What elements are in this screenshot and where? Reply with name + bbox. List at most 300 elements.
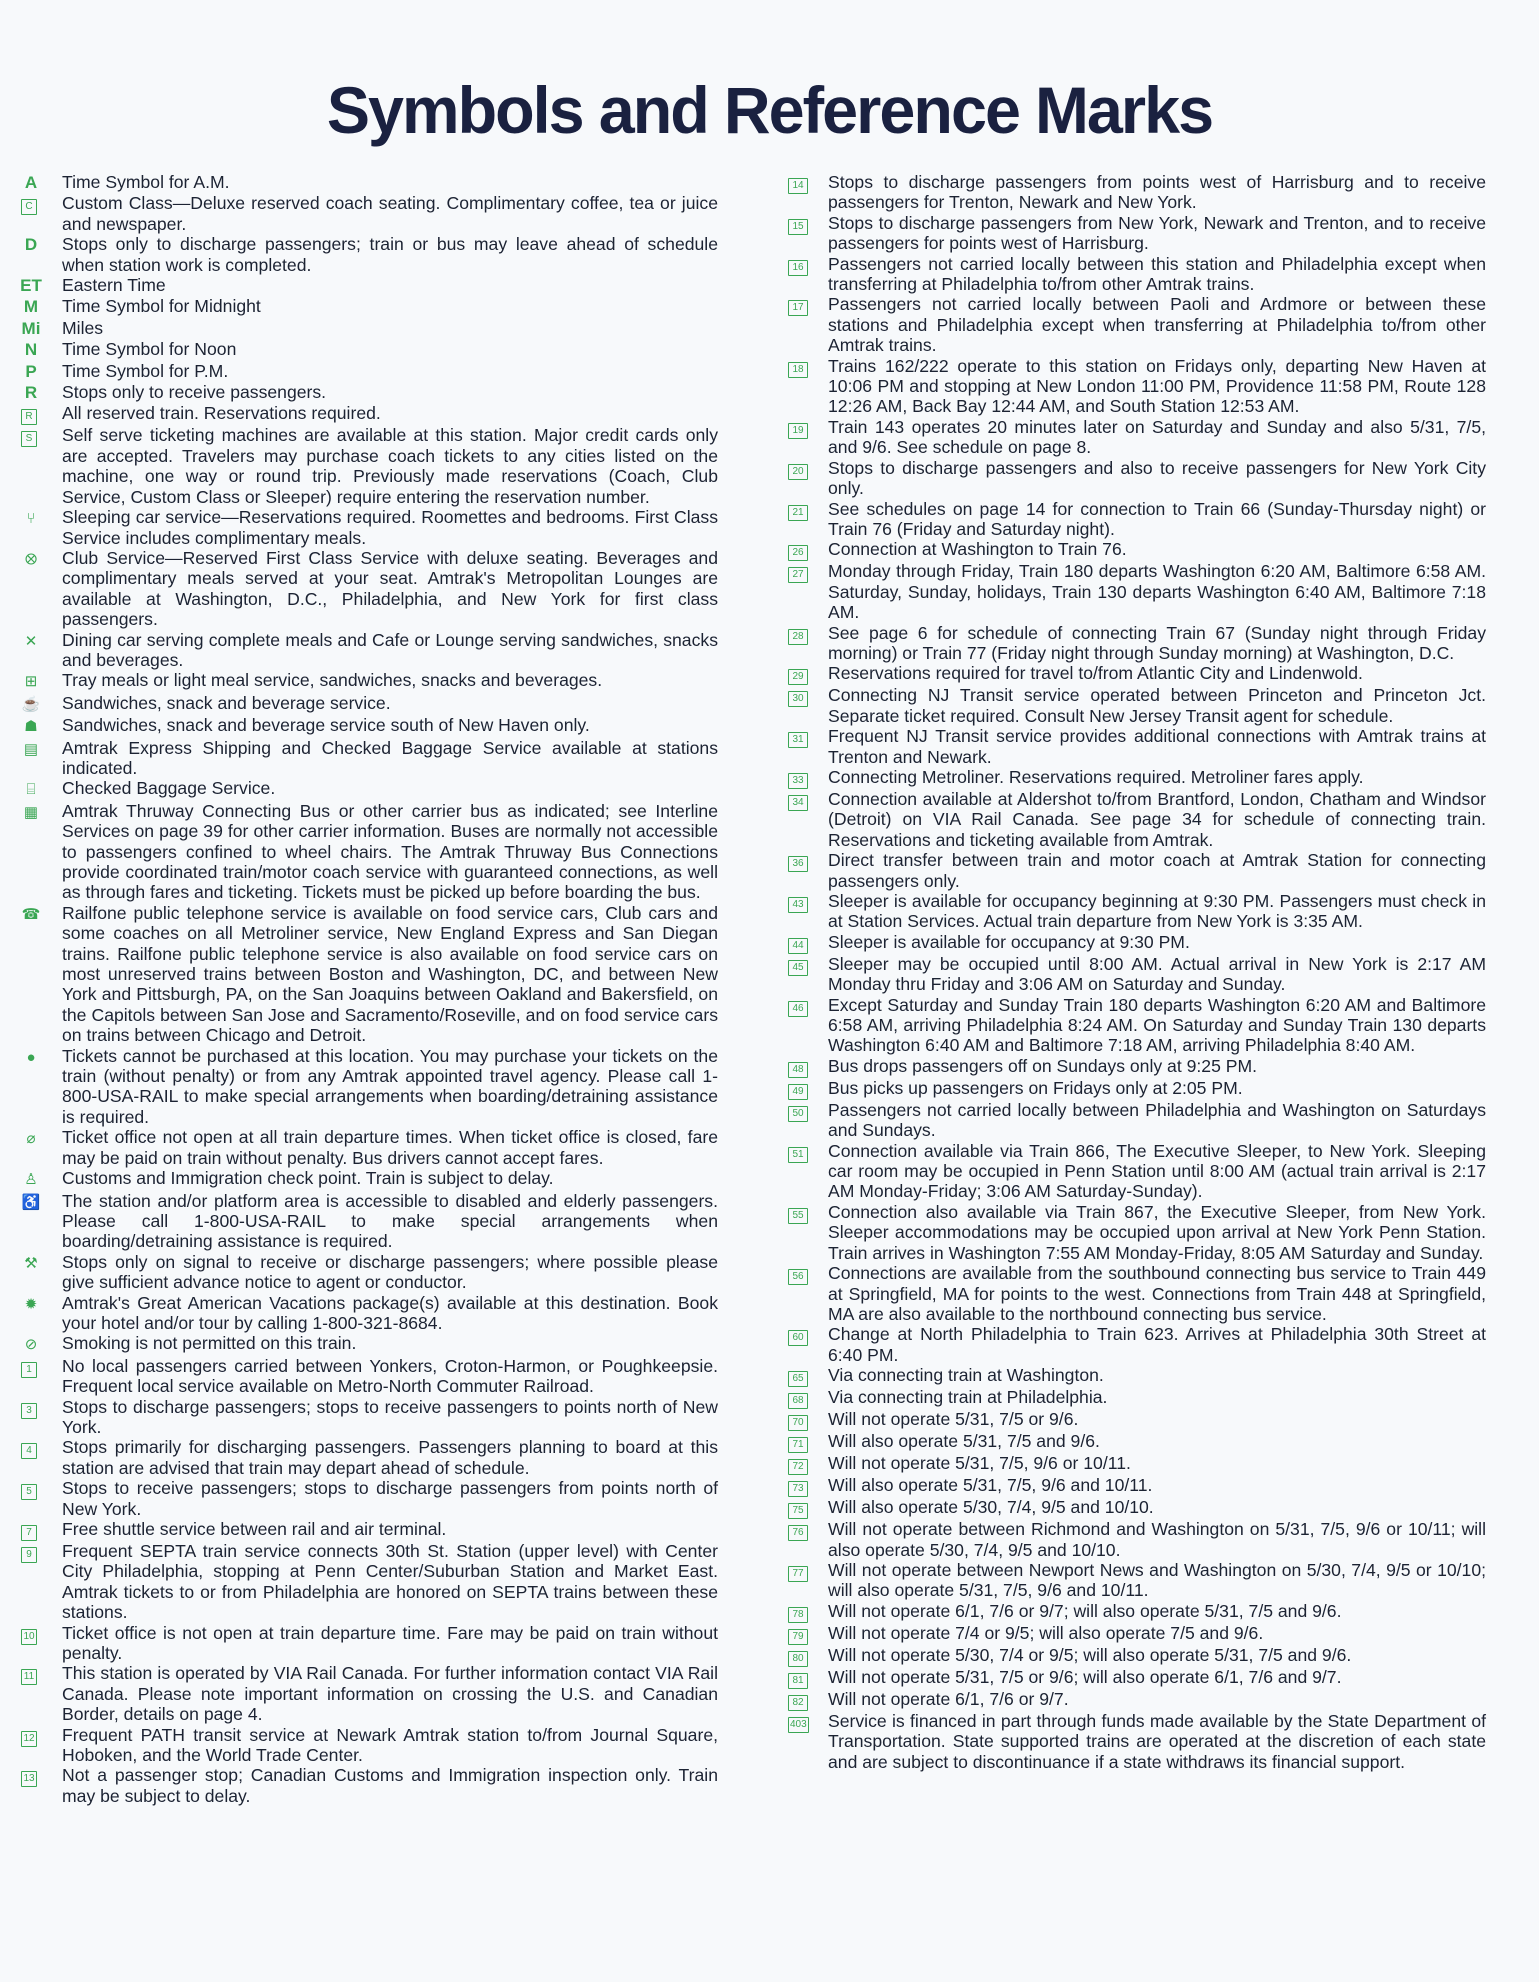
reference-symbol <box>780 1431 828 1453</box>
reference-symbol <box>18 715 62 737</box>
reference-entry <box>18 801 718 903</box>
reference-symbol <box>780 294 828 316</box>
reference-symbol <box>780 1689 828 1711</box>
reference-symbol <box>18 903 62 925</box>
reference-symbol <box>18 738 62 760</box>
reference-entry <box>780 663 1486 685</box>
reference-text: Connections are available from the southbound connecting bus service to Train 449 at Springfield, MA for points to the west. Connections from Train 448 at Springfield, MA are also available to the northbound connecting bus service. <box>828 1263 1486 1324</box>
reference-text: Stops only on signal to receive or discharge passengers; where possible please give sufficient advance notice to agent or conductor. <box>62 1251 718 1293</box>
reference-text: Amtrak Express Shipping and Checked Baggage Service available at stations indicated. <box>62 737 718 778</box>
reference-text: Will not operate between Newport News and Washington on 5/30, 7/4, 9/5 or 10/10; will also operate 5/31, 7/5, 9/6 and 10/11. <box>828 1559 1486 1601</box>
railfone-icon: ☎ <box>21 905 41 923</box>
reference-entry <box>18 339 718 360</box>
reference-symbol <box>780 954 828 976</box>
reference-text: Service is financed in part through funds made available by the State Department of Transportation. State supported trains are operated at the discretion of each state and are subject to discontinuance if a state withdraws its financial support. <box>828 1710 1486 1772</box>
reference-entry <box>780 726 1486 767</box>
symbol-letter: A <box>24 173 38 192</box>
symbol-box: 44 <box>788 938 808 954</box>
reference-text: Not a passenger stop; Canadian Customs and Immigration inspection only. Train may be subject to delay. <box>62 1765 718 1806</box>
reference-entry <box>780 954 1486 995</box>
reference-text: Connection available at Aldershot to/from Brantford, London, Chatham and Windsor (Detroit) on VIA Rail Canada. See page 34 for schedule of connecting train. Reservations and ticketing available from Amtrak. <box>828 788 1486 850</box>
reference-text: Passengers not carried locally between this station and Philadelphia except when transferring at Philadelphia to/from other Amtrak trains. <box>828 253 1486 295</box>
reference-text: Frequent PATH transit service at Newark Amtrak station to/from Journal Square, Hoboken, and the World Trade Center. <box>62 1724 718 1766</box>
club-service-icon: ⭙ <box>25 550 37 568</box>
symbol-box: 73 <box>788 1481 808 1497</box>
reference-entry <box>780 1100 1486 1141</box>
reference-symbol <box>18 382 62 403</box>
reference-entry <box>780 1623 1486 1645</box>
symbol-box: 50 <box>788 1106 808 1122</box>
symbol-box: 81 <box>788 1673 808 1689</box>
reference-text: Custom Class—Deluxe reserved coach seating. Complimentary coffee, tea or juice and newspaper. <box>62 193 718 234</box>
reference-text: Amtrak Thruway Connecting Bus or other carrier bus as indicated; see Interline Services on page 39 for other carrier information. Buses are normally not accessible to passengers confined to wheel chairs. The Amtrak Thruway Bus Connections provide coordinated train/motor coach service with guaranteed connections, as well as through fares and ticketing. Tickets must be picked up before boarding the bus. <box>62 800 718 903</box>
symbol-box: 14 <box>788 178 808 194</box>
reference-symbol <box>18 1663 62 1685</box>
reference-symbol <box>18 234 62 255</box>
reference-symbol <box>18 778 62 800</box>
symbol-letter: N <box>24 340 38 360</box>
reference-entry <box>780 499 1486 540</box>
left-column <box>18 172 718 1806</box>
reference-symbol <box>18 548 62 570</box>
reference-symbol <box>780 1711 828 1733</box>
symbol-box: 20 <box>788 464 808 480</box>
reference-entry <box>780 995 1486 1056</box>
reference-entry <box>780 294 1486 355</box>
symbol-box: 45 <box>788 960 808 976</box>
reference-text: Connection available via Train 866, The Executive Sleeper, to New York. Sleeping car room may be occupied in Penn Station until 8:00 AM (actual train arrival is 2:17 AM Monday-Friday; 3:06 AM Saturday-Sunday). <box>828 1140 1486 1202</box>
reference-symbol <box>18 361 62 382</box>
reference-text: Miles <box>62 317 104 338</box>
symbol-box: 56 <box>788 1269 808 1285</box>
reference-text: Stops to discharge passengers from points west of Harrisburg and to receive passengers for Trenton, Newark and New York. <box>828 172 1486 213</box>
reference-symbol <box>18 801 62 823</box>
reference-entry <box>18 1663 718 1724</box>
reference-text: Will not operate 6/1, 7/6 or 9/7. <box>828 1688 1069 1709</box>
symbol-box: 4 <box>21 1443 37 1459</box>
reference-entry <box>780 458 1486 499</box>
reference-symbol <box>18 1191 62 1213</box>
reference-text: Frequent NJ Transit service provides additional connections with Amtrak trains at Trenton and Newark. <box>828 726 1486 767</box>
reference-text: Direct transfer between train and motor coach at Amtrak Station for connecting passengers only. <box>828 850 1486 891</box>
reference-entry <box>780 891 1486 932</box>
reference-symbol <box>780 1365 828 1387</box>
reference-text: Dining car serving complete meals and Cafe or Lounge serving sandwiches, snacks and beverages. <box>62 629 718 670</box>
reference-entry <box>780 561 1486 622</box>
symbol-box: 55 <box>788 1208 808 1224</box>
symbol-box: 72 <box>788 1459 808 1475</box>
reference-text: Will also operate 5/31, 7/5, 9/6 and 10/11. <box>828 1475 1153 1496</box>
reference-entry <box>18 1437 718 1478</box>
reference-text: Stops to discharge passengers from New York, Newark and Trenton, and to receive passengers for points west of Harrisburg. <box>828 212 1486 254</box>
reference-symbol <box>18 425 62 447</box>
reference-text: Sleeping car service—Reservations required. Roomettes and bedrooms. First Class Service includes complimentary meals. <box>62 507 718 548</box>
reference-text: Passengers not carried locally between Paoli and Ardmore or between these stations and Philadelphia except when transferring at Philadelphia to/from other Amtrak trains. <box>828 294 1486 356</box>
right-column <box>780 172 1486 1772</box>
reference-symbol <box>18 1046 62 1068</box>
thruway-bus-icon: ▦ <box>23 803 39 821</box>
reference-text: Ticket office is not open at train departure time. Fare may be paid on train without penalty. <box>62 1622 718 1664</box>
reference-symbol <box>780 1560 828 1582</box>
symbol-box: 1 <box>21 1362 37 1378</box>
reference-entry <box>18 1046 718 1128</box>
symbol-letter: M <box>23 297 39 317</box>
symbol-box: 29 <box>788 669 808 685</box>
reference-entry <box>18 548 718 630</box>
reference-text: Bus picks up passengers on Fridays only at 2:05 PM. <box>828 1077 1243 1098</box>
symbol-box: 9 <box>21 1547 37 1563</box>
reference-entry <box>18 403 718 425</box>
reference-text: Club Service—Reserved First Class Service with deluxe seating. Beverages and complimentary meals served at your seat. Amtrak's Metropolitan Lounges are available at Washington, D.C., Philadelphia, and New York for first class passengers. <box>62 547 718 630</box>
reference-text: Free shuttle service between rail and air terminal. <box>62 1519 447 1539</box>
reference-entry <box>780 1667 1486 1689</box>
reference-entry <box>18 361 718 382</box>
sandwich-service-icon: ☕ <box>21 695 41 713</box>
reference-text: Sleeper is available for occupancy at 9:30 PM. <box>828 931 1190 952</box>
reference-symbol <box>780 213 828 235</box>
reference-text: Checked Baggage Service. <box>62 778 276 799</box>
symbol-box: 15 <box>788 219 808 235</box>
checked-baggage-icon: ⌸ <box>26 781 36 799</box>
accessible-icon: ♿ <box>21 1193 41 1211</box>
reference-text: Passengers not carried locally between Philadelphia and Washington on Saturdays and Sundays. <box>828 1099 1486 1141</box>
vacations-icon: ✹ <box>24 1295 38 1313</box>
reference-symbol <box>780 663 828 685</box>
reference-symbol <box>780 254 828 276</box>
symbol-box: 80 <box>788 1651 808 1667</box>
tray-meals-icon: ⊞ <box>24 673 38 691</box>
reference-text: Will not operate 5/30, 7/4 or 9/5; will also operate 5/31, 7/5 and 9/6. <box>828 1644 1352 1665</box>
symbol-box: 43 <box>788 897 808 913</box>
reference-text: Bus drops passengers off on Sundays only at 9:25 PM. <box>828 1055 1258 1076</box>
reference-text: Will not operate 6/1, 7/6 or 9/7; will also operate 5/31, 7/5 and 9/6. <box>828 1600 1342 1621</box>
reference-symbol <box>780 417 828 439</box>
reference-entry <box>780 1560 1486 1601</box>
reference-entry <box>780 789 1486 850</box>
reference-entry <box>18 1623 718 1664</box>
reference-symbol <box>780 1519 828 1541</box>
symbol-box: 10 <box>21 1629 37 1645</box>
ticket-office-closed-icon: ⌀ <box>26 1130 36 1148</box>
reference-text: See page 6 for schedule of connecting Train 67 (Sunday night through Friday morning) or Train 77 (Friday night through Sunday morning) at Washington, D.C. <box>828 622 1486 663</box>
reference-text: See schedules on page 14 for connection to Train 66 (Sunday-Thursday night) or Train 76 (Friday and Saturday night). <box>828 498 1486 539</box>
reference-symbol <box>780 850 828 872</box>
reference-symbol <box>780 1601 828 1623</box>
reference-entry <box>780 1202 1486 1263</box>
symbol-box: 13 <box>21 1771 37 1787</box>
reference-text: Stops only to discharge passengers; train or bus may leave ahead of schedule when station work is completed. <box>62 234 718 275</box>
reference-text: This station is operated by VIA Rail Canada. For further information contact VIA Rail Canada. Please note important information on crossing the U.S. and Canadian Border, details on page 4. <box>62 1663 718 1725</box>
symbol-box: 60 <box>788 1330 808 1346</box>
reference-entry <box>18 1541 718 1623</box>
symbol-box: 76 <box>788 1525 808 1541</box>
reference-symbol <box>18 1725 62 1747</box>
symbol-box: 3 <box>21 1403 37 1419</box>
dining-car-icon: ✕ <box>24 632 38 650</box>
reference-text: Time Symbol for P.M. <box>62 360 229 381</box>
reference-entry <box>18 275 718 296</box>
reference-entry <box>18 1356 718 1397</box>
reference-symbol <box>780 1623 828 1645</box>
reference-text: Self serve ticketing machines are available at this station. Major credit cards only are accepted. Travelers may purchase coach tickets to any cities listed on the machine, one way or round trip. Previously made reservations (Coach, Club Service, Custom Class or Sleeper) require entering the reservation number. <box>62 425 718 507</box>
reference-entry <box>18 193 718 234</box>
reference-entry <box>780 356 1486 417</box>
symbol-box: C <box>21 199 37 215</box>
reference-text: Connecting Metroliner. Reservations required. Metroliner fares apply. <box>828 766 1364 787</box>
reference-text: Railfone public telephone service is available on food service cars, Club cars and some coaches on all Metroliner service, New England Express and San Diegan trains. Railfone public telephone service is also available on food service cars on most unreserved trains between Boston and Washington, DC, and between New York and Pittsburgh, PA, on the San Joaquins between Oakland and Bakersfield, on the Capitols between San Jose and Sacramento/Roseville, and on food service cars on trains between Chicago and Detroit. <box>62 902 718 1046</box>
no-smoking-icon: ⊘ <box>24 1336 38 1354</box>
reference-entry <box>780 1409 1486 1431</box>
symbol-box: 79 <box>788 1629 808 1645</box>
reference-entry <box>18 1252 718 1293</box>
reference-symbol <box>780 1667 828 1689</box>
reference-entry <box>18 1397 718 1438</box>
reference-symbol <box>18 275 62 296</box>
symbol-box: 11 <box>21 1669 37 1685</box>
filled-dot-icon: ● <box>26 1048 36 1066</box>
reference-text: Change at North Philadelphia to Train 623. Arrives at Philadelphia 30th Street at 6:40 PM. <box>828 1324 1486 1365</box>
reference-symbol <box>780 539 828 561</box>
reference-entry <box>780 1645 1486 1667</box>
reference-entry <box>18 630 718 671</box>
reference-text: Via connecting train at Philadelphia. <box>828 1387 1108 1408</box>
reference-entry <box>18 425 718 507</box>
reference-entry <box>780 1263 1486 1324</box>
reference-entry <box>18 1168 718 1190</box>
reference-symbol <box>18 1333 62 1355</box>
reference-entry <box>18 1333 718 1355</box>
reference-symbol <box>18 193 62 215</box>
symbol-box: 70 <box>788 1415 808 1431</box>
reference-text: Customs and Immigration check point. Train is subject to delay. <box>62 1168 554 1189</box>
reference-entry <box>780 1056 1486 1078</box>
reference-text: Train 143 operates 20 minutes later on Saturday and Sunday and also 5/31, 7/5, and 9/6. See schedule on page 8. <box>828 416 1486 458</box>
symbol-box: 33 <box>788 773 808 789</box>
reference-text: Stops to discharge passengers; stops to receive passengers to points north of New York. <box>62 1396 718 1437</box>
reference-symbol <box>780 623 828 645</box>
reference-entry <box>780 767 1486 789</box>
reference-symbol <box>780 891 828 913</box>
reference-symbol <box>780 932 828 954</box>
reference-entry <box>18 670 718 692</box>
reference-entry <box>780 623 1486 664</box>
reference-entry <box>780 172 1486 213</box>
reference-symbol <box>18 1765 62 1787</box>
sleeping-car-icon: ⑂ <box>26 510 36 528</box>
reference-symbol <box>18 1437 62 1459</box>
reference-entry <box>780 213 1486 254</box>
reference-symbol <box>780 1497 828 1519</box>
reference-text: Stops to discharge passengers and also to receive passengers for New York City only. <box>828 457 1486 499</box>
reference-entry <box>18 1765 718 1806</box>
reference-text: Will not operate 5/31, 7/5 or 9/6. <box>828 1409 1079 1430</box>
symbol-box: 28 <box>788 629 808 645</box>
symbol-box: 46 <box>788 1001 808 1017</box>
reference-text: Tray meals or light meal service, sandwiches, snacks and beverages. <box>62 670 603 691</box>
reference-text: Sleeper is available for occupancy beginning at 9:30 PM. Passengers must check in at Station Services. Actual train departure from New York is 3:35 AM. <box>828 891 1486 932</box>
reference-symbol <box>18 1519 62 1541</box>
symbol-box: 403 <box>788 1717 809 1733</box>
symbol-box: 49 <box>788 1084 808 1100</box>
reference-entry <box>18 1478 718 1519</box>
reference-symbol <box>780 789 828 811</box>
reference-text: Will not operate between Richmond and Washington on 5/31, 7/5, 9/6 or 10/11; will also operate 5/30, 7/4, 9/5 and 10/10. <box>828 1519 1486 1560</box>
reference-entry <box>780 1141 1486 1202</box>
reference-entry <box>780 1601 1486 1623</box>
symbol-box: 82 <box>788 1695 808 1711</box>
symbol-box: 31 <box>788 732 808 748</box>
reference-entry <box>18 778 718 800</box>
symbol-letter: R <box>24 383 38 403</box>
reference-entry <box>780 850 1486 891</box>
reference-entry <box>18 715 718 737</box>
reference-entry <box>18 172 718 193</box>
reference-entry <box>780 1387 1486 1409</box>
reference-text: Stops to receive passengers; stops to discharge passengers from points north of New York. <box>62 1478 718 1519</box>
reference-text: The station and/or platform area is accessible to disabled and elderly passengers. Please call 1-800-USA-RAIL to make special arrangements when boarding/detraining assistance is required. <box>62 1190 718 1252</box>
express-shipping-icon: ▤ <box>23 740 39 758</box>
reference-entry <box>780 1711 1486 1772</box>
reference-text: Monday through Friday, Train 180 departs Washington 6:20 AM, Baltimore 6:58 AM. Saturday, Sunday, holidays, Train 130 departs Washington 6:40 AM, Baltimore 7:18 AM. <box>828 561 1486 623</box>
reference-entry <box>780 539 1486 561</box>
customs-icon: ♙ <box>24 1171 38 1189</box>
reference-entry <box>18 1519 718 1541</box>
reference-entry <box>18 234 718 275</box>
reference-entry <box>780 1365 1486 1387</box>
reference-symbol <box>780 726 828 748</box>
symbol-letter: ET <box>20 276 42 296</box>
reference-symbol <box>780 1475 828 1497</box>
reference-text: Frequent SEPTA train service connects 30th St. Station (upper level) with Center City Philadelphia, stopping at Penn Center/Suburban Station and Market East. Amtrak tickets to or from Philadelphia are honored on SEPTA trains between these stations. <box>62 1541 718 1623</box>
symbol-box: 12 <box>21 1731 37 1747</box>
symbol-box: 21 <box>788 505 808 521</box>
reference-text: Will not operate 5/31, 7/5 or 9/6; will also operate 6/1, 7/6 and 9/7. <box>828 1666 1342 1687</box>
reference-symbol <box>780 1056 828 1078</box>
reference-text: Time Symbol for Midnight <box>62 296 261 317</box>
reference-text: Will also operate 5/30, 7/4, 9/5 and 10/10. <box>828 1497 1154 1518</box>
reference-symbol <box>780 1141 828 1163</box>
symbol-box: R <box>21 409 37 425</box>
reference-entry <box>780 1497 1486 1519</box>
reference-entry <box>780 1475 1486 1497</box>
reference-text: Sandwiches, snack and beverage service south of New Haven only. <box>62 715 590 736</box>
reference-symbol <box>780 1100 828 1122</box>
reference-symbol <box>780 356 828 378</box>
symbol-box: 71 <box>788 1437 808 1453</box>
symbol-box: 16 <box>788 260 808 276</box>
reference-text: Connection at Washington to Train 76. <box>828 539 1127 560</box>
reference-entry <box>780 685 1486 726</box>
reference-entry <box>18 382 718 403</box>
symbol-box: 65 <box>788 1371 808 1387</box>
reference-symbol <box>780 1324 828 1346</box>
symbol-box: 75 <box>788 1503 808 1519</box>
reference-text: Smoking is not permitted on this train. <box>62 1333 357 1354</box>
reference-symbol <box>780 458 828 480</box>
symbol-box: 77 <box>788 1566 808 1582</box>
reference-entry <box>780 1519 1486 1560</box>
symbol-box: 48 <box>788 1062 808 1078</box>
reference-symbol <box>780 1453 828 1475</box>
reference-entry <box>18 1293 718 1334</box>
symbol-box: 36 <box>788 856 808 872</box>
reference-entry <box>780 932 1486 954</box>
symbol-box: 5 <box>21 1484 37 1500</box>
symbol-box: 17 <box>788 300 808 316</box>
reference-entry <box>18 693 718 715</box>
reference-symbol <box>780 499 828 521</box>
reference-text: Sandwiches, snack and beverage service. <box>62 692 391 713</box>
symbol-box: 7 <box>21 1525 37 1541</box>
reference-symbol <box>18 403 62 425</box>
reference-text: Sleeper may be occupied until 8:00 AM. Actual arrival in New York is 2:17 AM Monday thru Friday and 3:06 AM on Saturday and Sunday. <box>828 953 1486 995</box>
reference-symbol <box>18 693 62 715</box>
reference-symbol <box>780 767 828 789</box>
reference-entry <box>18 1191 718 1252</box>
reference-entry <box>18 507 718 548</box>
reference-symbol <box>18 1356 62 1378</box>
reference-symbol <box>18 507 62 529</box>
reference-symbol <box>780 685 828 707</box>
reference-symbol <box>780 995 828 1017</box>
reference-text: Eastern Time <box>62 275 166 296</box>
reference-text: Will not operate 5/31, 7/5, 9/6 or 10/11. <box>828 1453 1131 1474</box>
reference-symbol <box>18 1252 62 1274</box>
symbol-box: 27 <box>788 567 808 583</box>
reference-text: Connection also available via Train 867, the Executive Sleeper, from New York. Sleeper accommodations may be occupied upon arrival at New York Penn Station. Train arrives in Washington 7:55 AM Monday-Friday, 8:05 AM Saturday and Sunday. <box>828 1201 1486 1263</box>
reference-symbol <box>780 561 828 583</box>
reference-entry <box>18 1127 718 1168</box>
reference-entry <box>18 318 718 339</box>
symbol-box: 26 <box>788 545 808 561</box>
reference-symbol <box>18 1478 62 1500</box>
page-title: Symbols and Reference Marks <box>326 73 1213 147</box>
reference-text: All reserved train. Reservations required. <box>62 403 381 424</box>
reference-symbol <box>780 1202 828 1224</box>
symbol-letter: Mi <box>21 318 41 338</box>
reference-symbol <box>780 1078 828 1100</box>
reference-symbol <box>18 1623 62 1645</box>
reference-symbol <box>780 172 828 194</box>
symbol-box: 68 <box>788 1393 808 1409</box>
reference-symbol <box>18 318 62 339</box>
reference-text: Stops only to receive passengers. <box>62 382 327 403</box>
reference-symbol <box>780 1387 828 1409</box>
reference-entry <box>780 1078 1486 1100</box>
reference-symbol <box>780 1409 828 1431</box>
reference-symbol <box>18 630 62 652</box>
symbol-box: S <box>21 431 37 447</box>
reference-symbol <box>18 1168 62 1190</box>
reference-symbol <box>780 1263 828 1285</box>
reference-text: Amtrak's Great American Vacations package(s) available at this destination. Book your hotel and/or tour by calling 1-800-321-8684. <box>62 1292 718 1333</box>
reference-text: Will not operate 7/4 or 9/5; will also operate 7/5 and 9/6. <box>828 1622 1264 1643</box>
reference-entry <box>780 1324 1486 1365</box>
reference-symbol <box>18 339 62 360</box>
reference-entry <box>18 903 718 1046</box>
reference-entry <box>780 1431 1486 1453</box>
reference-text: Except Saturday and Sunday Train 180 departs Washington 6:20 AM and Baltimore 6:58 AM, arriving Philadelphia 8:24 AM. On Saturday and Sunday Train 130 departs Washington 6:40 AM and Baltimore 7:18 AM, arriving Philadelphia 8:40 AM. <box>828 994 1486 1056</box>
reference-text: Connecting NJ Transit service operated between Princeton and Princeton Jct. Separate ticket required. Consult New Jersey Transit agent for schedule. <box>828 685 1486 726</box>
reference-entry <box>780 1689 1486 1711</box>
reference-text: Ticket office not open at all train departure times. When ticket office is closed, fare may be paid on train without penalty. Bus drivers cannot accept fares. <box>62 1127 718 1168</box>
symbol-box: 78 <box>788 1607 808 1623</box>
reference-entry <box>18 296 718 317</box>
reference-symbol <box>18 1541 62 1563</box>
reference-text: Will also operate 5/31, 7/5 and 9/6. <box>828 1431 1100 1452</box>
reference-symbol <box>18 1397 62 1419</box>
reference-symbol <box>18 670 62 692</box>
